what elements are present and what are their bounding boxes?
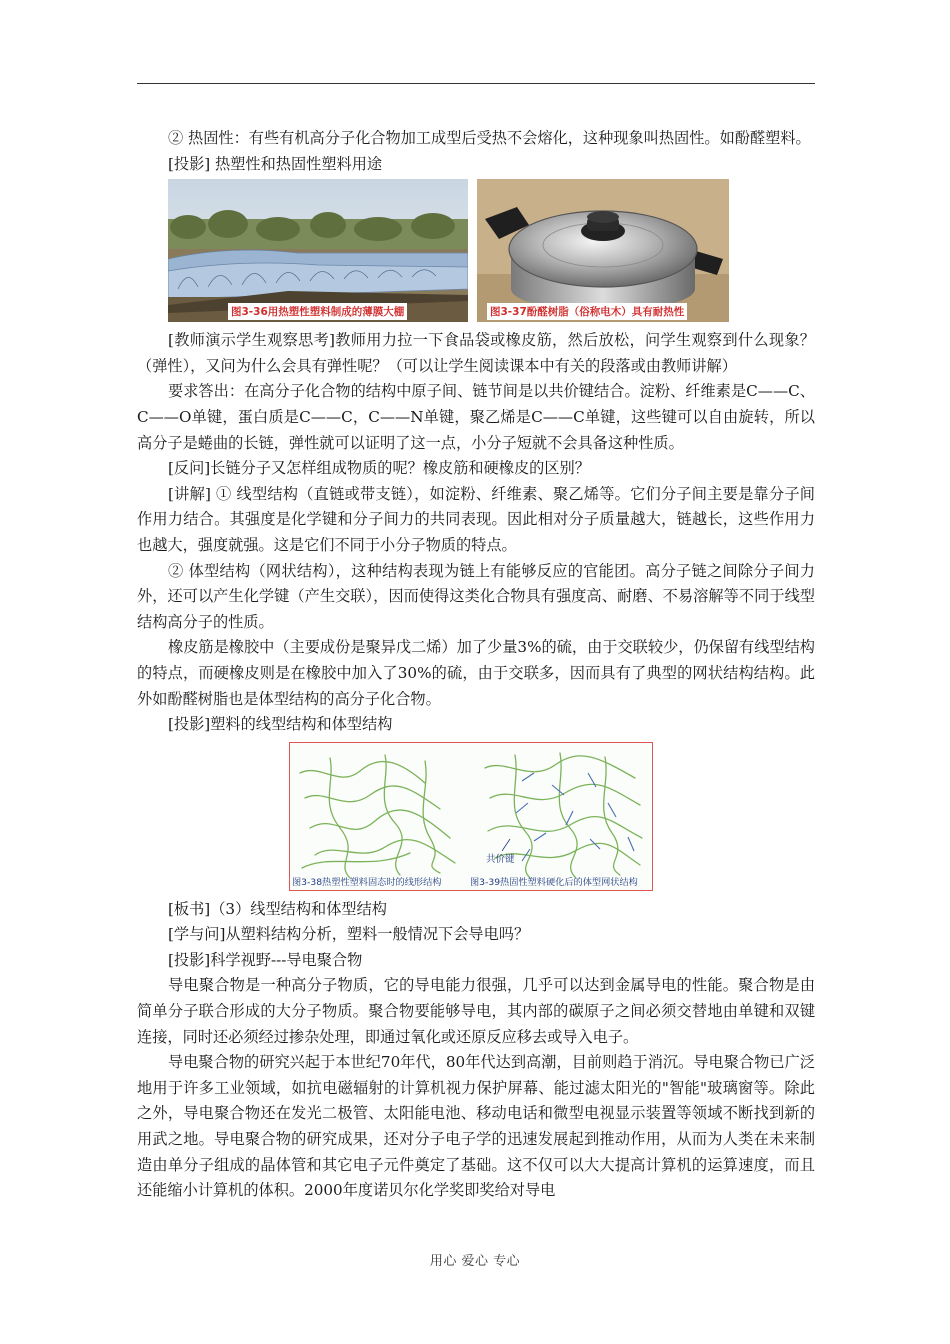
figure-3-37-caption: 图3-37酚醛树脂（俗称电木）具有耐热性 (487, 303, 687, 320)
covalent-bond-label: 共价键 (486, 853, 515, 865)
header-rule (137, 83, 815, 84)
figure-3-39-caption: 图3-39热固性塑料硬化后的体型网状结构 (470, 876, 638, 888)
photo-row (137, 179, 815, 322)
greenhouse-photo (168, 179, 468, 322)
paragraph-thermosetting: ② 热固性：有些有机高分子化合物加工成型后受热不会熔化，这种现象叫热固性。如酚醛塑料。 (168, 129, 811, 147)
projection-heading-uses: [投影] 热塑性和热固性塑料用途 (168, 154, 383, 173)
structure-diagram (289, 742, 653, 891)
figure-3-36-caption: 图3-36用热塑性塑料制成的薄膜大棚 (228, 303, 407, 320)
paragraph-explanation-linear: [讲解] ① 线型结构（直链或带支链），如淀粉、纤维素、聚乙烯等。它们分子间主要是靠分子间作用力结合。其强度是化学键和分子间力的共同表现。因此相对分子质量越大，链越长，这些作用力也越大，强度就强。这是它们不同于小分子物质的特点。 (137, 484, 815, 554)
projection-heading-science: [投影]科学视野---导电聚合物 (168, 950, 363, 969)
paragraph-conductive-research: 导电聚合物的研究兴起于本世纪70年代，80年代达到高潮，目前则趋于消沉。导电聚合物已广泛地用于许多工业领域，如抗电磁辐射的计算机视力保护屏幕、能过滤太阳光的"智能"玻璃窗等。除此之外，导电聚合物还在发光二极管、太阳能电池、移动电话和微型电视显示装置等领域不断找到新的用武之地。导电聚合物的研究成果，还对分子电子学的迅速发展起到推动作用，从而为人类在未来制造由单分子组成的晶体管和其它电子元件奠定了基础。这不仅可以大大提高计算机的运算速度，而且还能缩小计算机的体积。2000年度诺贝尔化学奖即奖给对导电 (137, 1053, 815, 1200)
paragraph-teacher-demo: [教师演示学生观察思考]教师用力拉一下食品袋或橡皮筋，然后放松，问学生观察到什么现象？（弹性），又问为什么会具有弹性呢？（可以让学生阅读课本中有关的段落或由教师讲解） (137, 331, 815, 375)
paragraph-network-structure: ② 体型结构（网状结构），这种结构表现为链上有能够反应的官能团。高分子链之间除分子间力外，还可以产生化学键（产生交联），因而使得这类化合物具有强度高、耐磨、不易溶解等不同于线型结构高分子的性质。 (137, 561, 815, 631)
document-body (137, 126, 815, 1204)
pot-photo (477, 179, 729, 322)
paragraph-required-answer: 要求答出：在高分子化合物的结构中原子间、链节间是以共价键结合。淀粉、纤维素是C——C、C——O单键，蛋白质是C——C，C——N单键，聚乙烯是C——C单键，这些键可以自由旋转，所以高分子是蜷曲的长链，弹性就可以证明了这一点，小分子短就不会具备这种性质。 (137, 382, 815, 452)
page-footer: 用心 爱心 专心 (429, 1254, 521, 1269)
paragraph-conductive-polymer: 导电聚合物是一种高分子物质，它的导电能力很强，几乎可以达到金属导电的性能。聚合物是由简单分子联合形成的大分子物质。聚合物要能够导电，其内部的碳原子之间必须交替地由单键和双键连接，同时还必须经过掺杂处理，即通过氧化或还原反应移去或导入电子。 (137, 976, 815, 1046)
paragraph-counter-question: [反问]长链分子又怎样组成物质的呢？橡皮筋和硬橡皮的区别？ (168, 459, 590, 478)
paragraph-rubber: 橡皮筋是橡胶中（主要成份是聚异戊二烯）加了少量3%的硫，由于交联较少，仍保留有线型结构的特点，而硬橡皮则是在橡胶中加入了30%的硫，由于交联多，因而具有了典型的网状结构结构。此外如酚醛树脂也是体型结构的高分子化合物。 (137, 638, 815, 708)
board-note: [板书]（3）线型结构和体型结构 (168, 899, 387, 918)
projection-heading-structure: [投影]塑料的线型结构和体型结构 (168, 715, 393, 734)
learn-and-ask: [学与问]从塑料结构分析，塑料一般情况下会导电吗？ (168, 925, 530, 944)
figure-3-38-caption: 图3-38热塑性塑料固态时的线形结构 (292, 876, 442, 888)
